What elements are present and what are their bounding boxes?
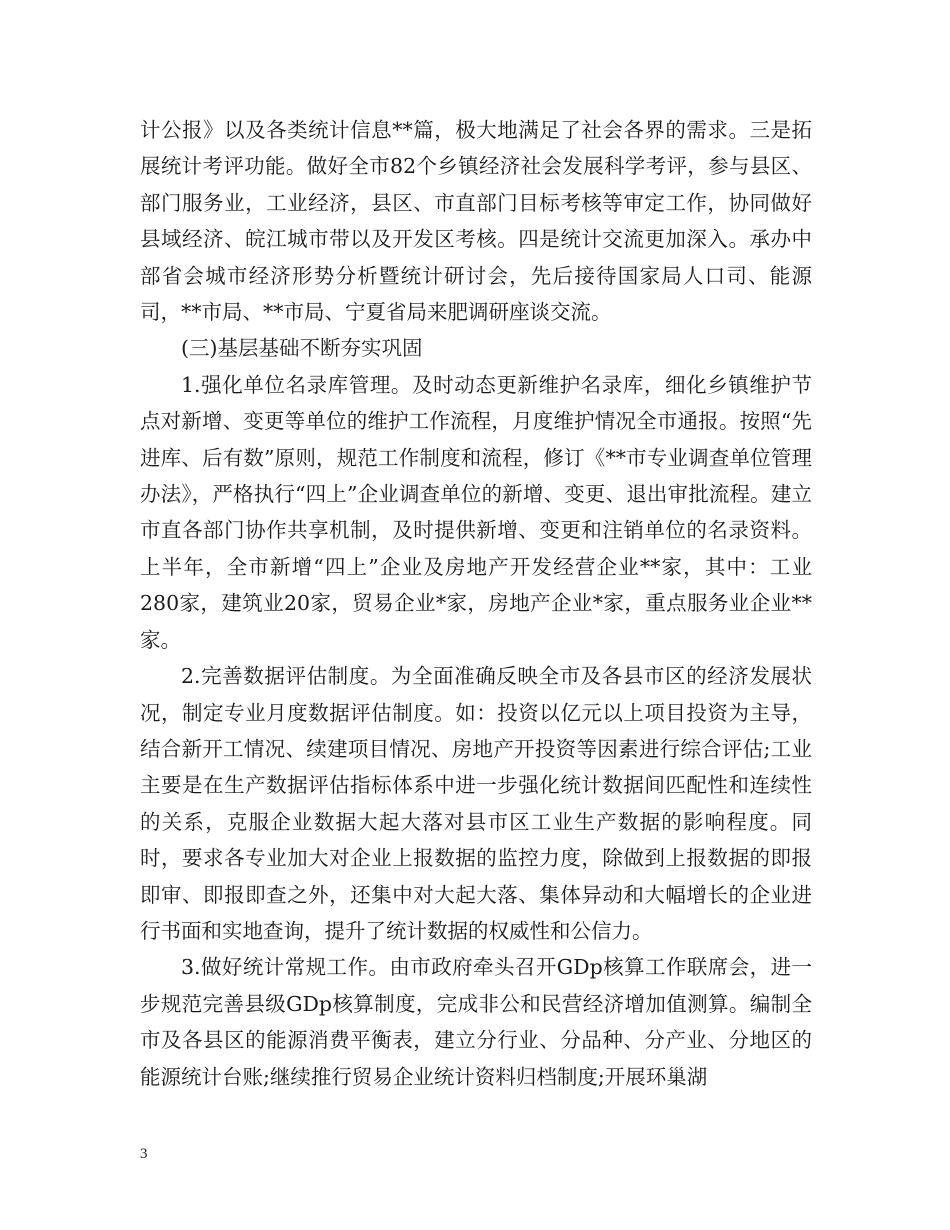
paragraph-data-evaluation: 2.完善数据评估制度。为全面准确反映全市及各县市区的经济发展状况，制定专业月度数据评估制度。如：投资以亿元以上项目投资为主导，结合新开工情况、续建项目情况、房地产开投资等因素进行综合评估;工业主要是在生产数据评估指标体系中进一步强化统计数据间匹配性和连续性的关系，克服企业数据大起大落对县市区工业生产数据的影响程度。同时，要求各专业加大对企业上报数据的监控力度，除做到上报数据的即报即审、即报即查之外，还集中对大起大落、集体异动和大幅增长的企业进行书面和实地查询，提升了统计数据的权威性和公信力。 <box>140 664 812 943</box>
section-heading-grassroots: (三)基层基础不断夯实巩固 <box>181 336 423 361</box>
paragraph-continuation: 计公报》以及各类统计信息**篇，极大地满足了社会各界的需求。三是拓展统计考评功能。做好全市82个乡镇经济社会发展科学考评，参与县区、部门服务业，工业经济，县区、市直部门目标考核等审定工作，协同做好县域经济、皖江城市带以及开发区考核。四是统计交流更加深入。承办中部省会城市经济形势分析暨统计研讨会，先后接待国家局人口司、能源司，**市局、**市局、宁夏省局来肥调研座谈交流。 <box>140 118 812 325</box>
document-body <box>140 112 812 1095</box>
paragraph-unit-directory: 1.强化单位名录库管理。及时动态更新维护名录库，细化乡镇维护节点对新增、变更等单位的维护工作流程，月度维护情况全市通报。按照“先进库、后有数”原则，规范工作制度和流程，修订《**市专业调查单位管理办法》，严格执行“四上”企业调查单位的新增、变更、退出审批流程。建立市直各部门协作共享机制，及时提供新增、变更和注销单位的名录资料。上半年，全市新增“四上”企业及房地产开发经营企业**家，其中：工业280家，建筑业20家，贸易企业*家，房地产企业*家，重点服务业企业**家。 <box>140 372 812 652</box>
page-number: 3 <box>140 1146 148 1162</box>
paragraph-routine-statistics: 3.做好统计常规工作。由市政府牵头召开GDp核算工作联席会，进一步规范完善县级GDp核算制度，完成非公和民营经济增加值测算。编制全市及各县区的能源消费平衡表，建立分行业、分品种、分产业、分地区的能源统计台账;继续推行贸易企业统计资料归档制度;开展环巢湖 <box>140 955 812 1089</box>
